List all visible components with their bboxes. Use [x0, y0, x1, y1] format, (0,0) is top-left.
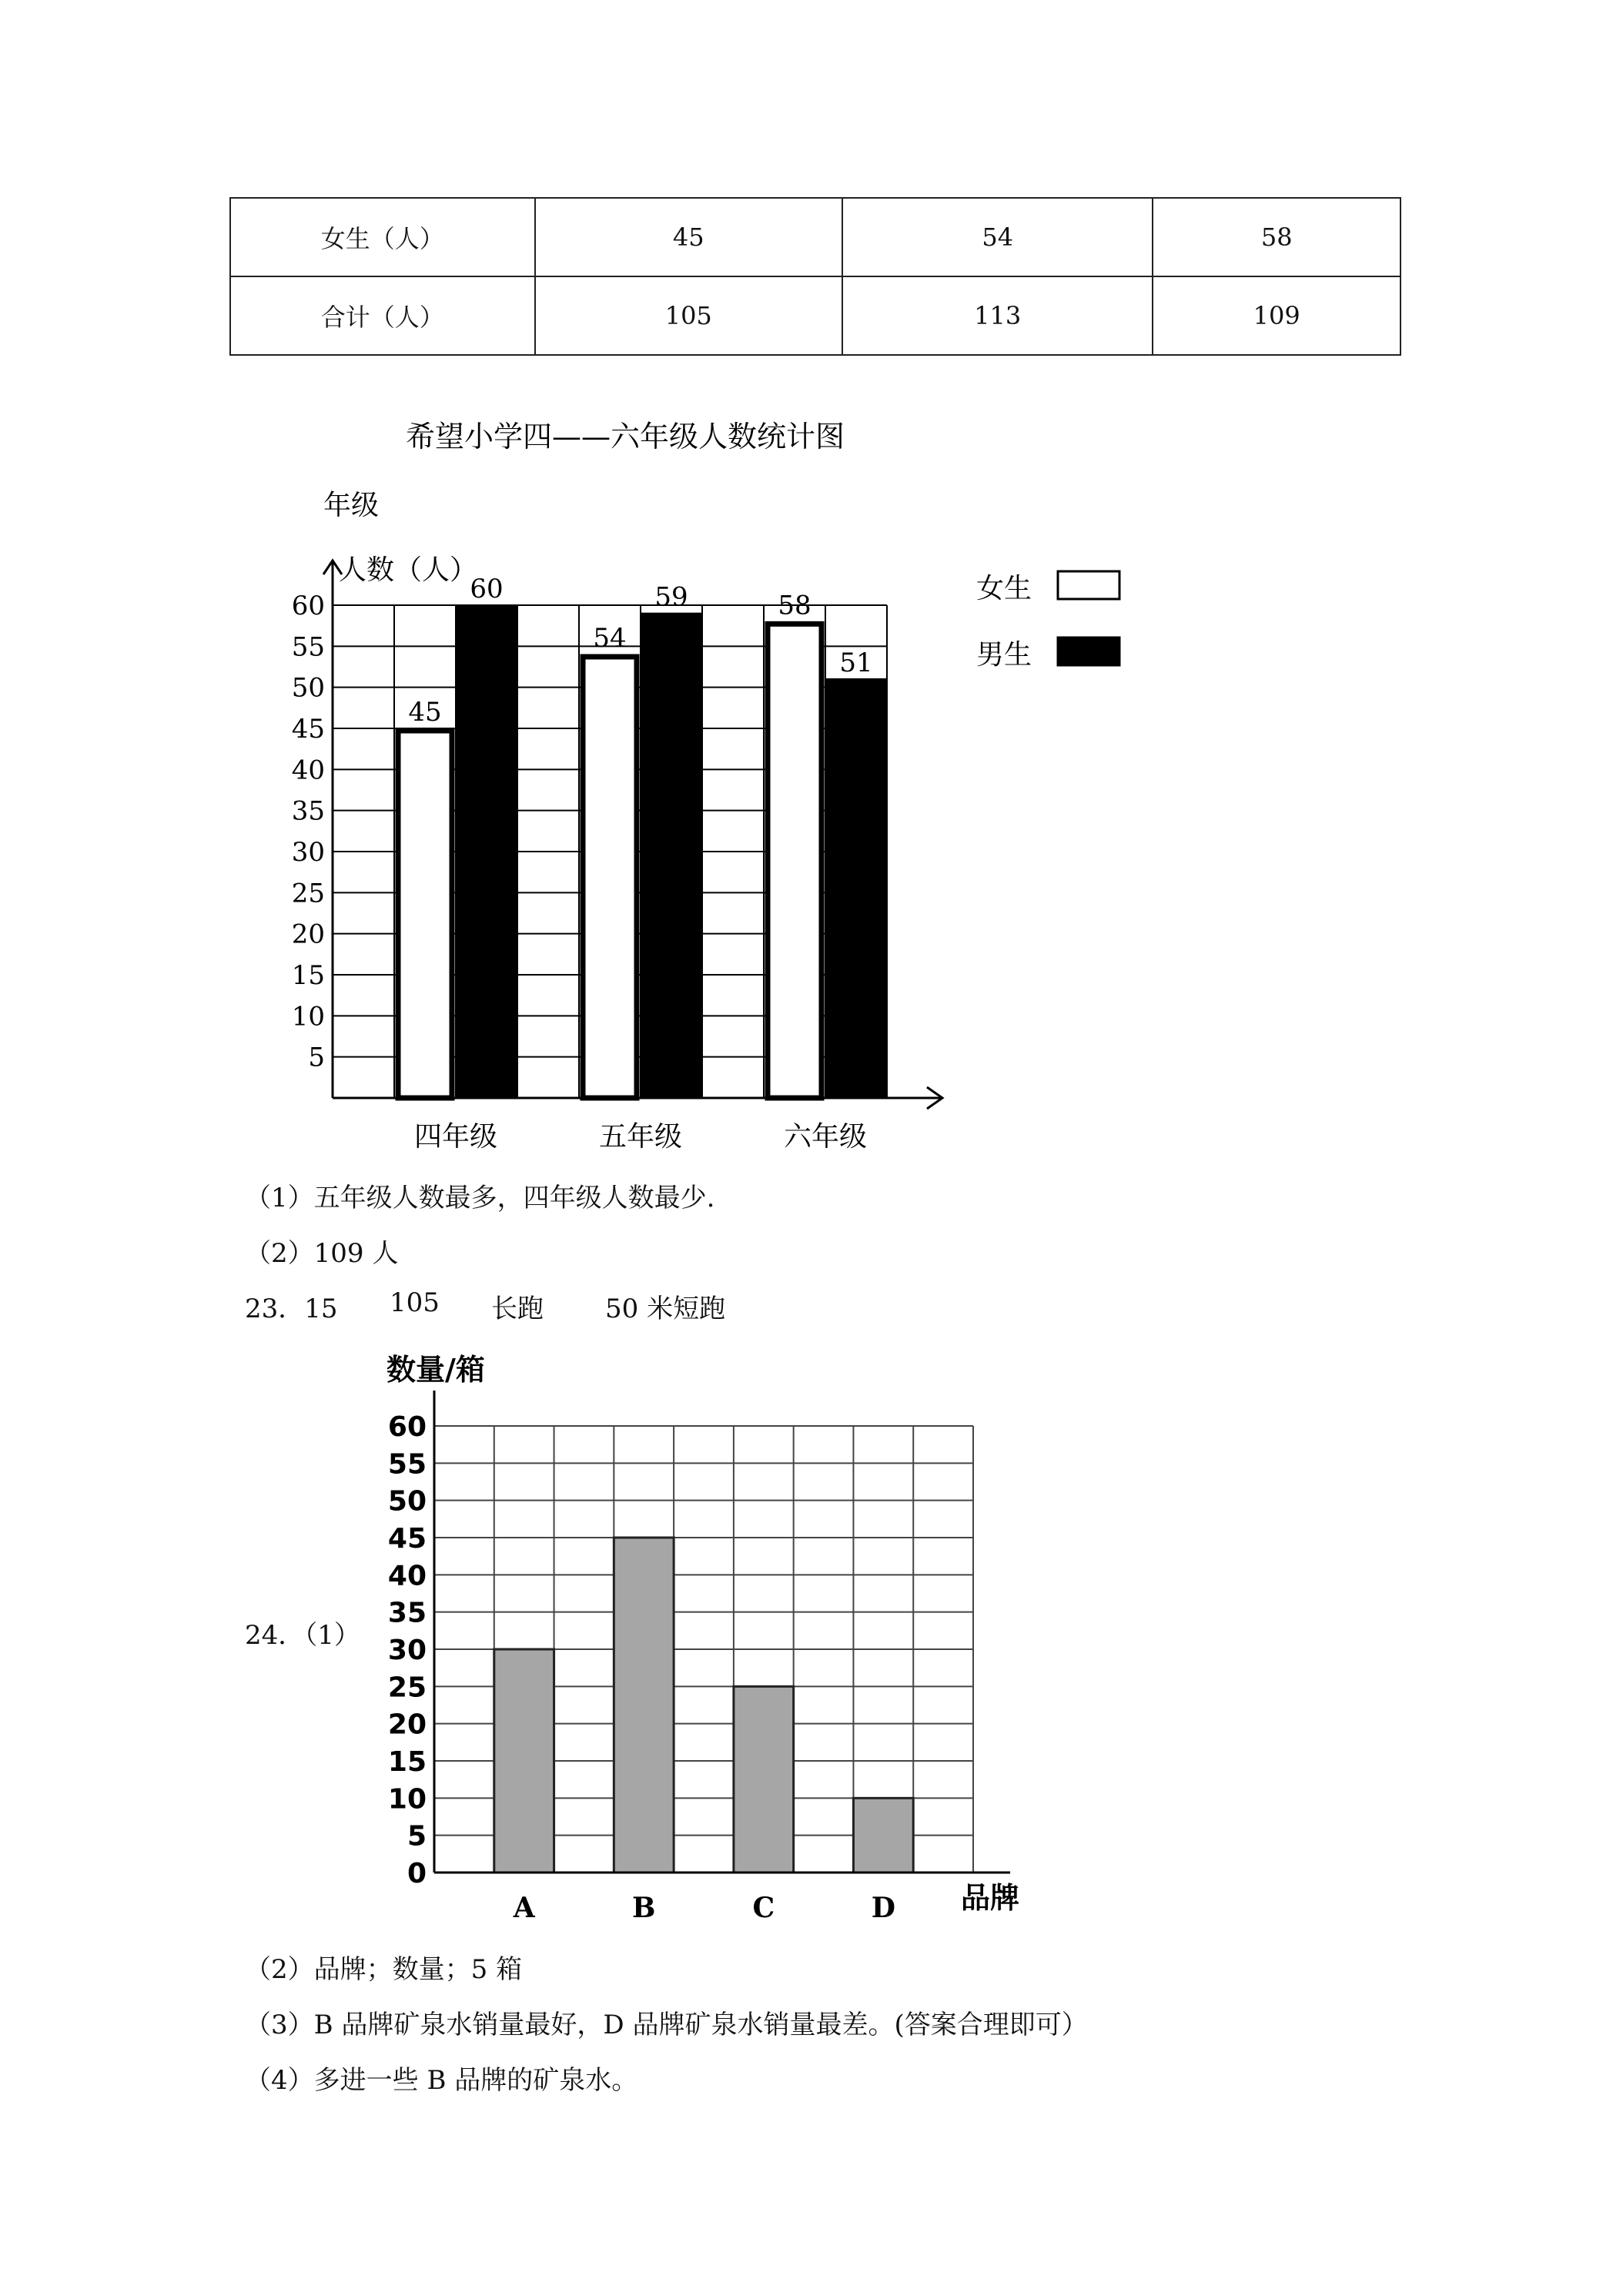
grade-chart: [0, 400, 1623, 1163]
bar-D: [853, 1798, 913, 1873]
y-tick-label: 35: [387, 1597, 427, 1629]
bar-男生: [827, 679, 885, 1098]
bar-女生: [768, 624, 822, 1098]
table-cell: 45: [535, 198, 842, 276]
answer-24-3: （3）B 品牌矿泉水销量最好，D 品牌矿泉水销量最差。(答案合理即可）: [245, 2010, 1088, 2040]
y-tick-label: 5: [308, 1042, 325, 1073]
y-ticks: [388, 1411, 427, 1889]
data-label: 59: [654, 581, 688, 613]
bar-B: [614, 1538, 674, 1873]
category-label: D: [871, 1892, 895, 1924]
y-tick-label: 55: [291, 631, 325, 663]
brand-chart: [0, 1340, 1623, 1933]
table-cell: 109: [1153, 276, 1400, 355]
y-tick-label: 50: [291, 672, 325, 704]
y-tick-label: 30: [387, 1635, 427, 1666]
bar-女生: [583, 657, 637, 1098]
table-row: [230, 198, 1400, 276]
legend-swatch: [1058, 571, 1119, 599]
bar-男生: [457, 605, 516, 1098]
table-cell: 105: [535, 276, 842, 355]
bar-男生: [642, 614, 701, 1098]
legend-label: 女生: [976, 573, 1032, 604]
row-label: 合计（人）: [230, 276, 535, 355]
y-ticks: [292, 591, 325, 1073]
y-tick-label: 15: [291, 960, 325, 991]
answer-23-c: 50 米短跑: [605, 1294, 726, 1324]
category-label: 五年级: [598, 1121, 683, 1153]
y-tick-label: 60: [291, 591, 325, 621]
legend-swatch: [1058, 638, 1119, 665]
category-label: C: [752, 1892, 775, 1924]
answer-23-a: 105: [390, 1287, 440, 1318]
answer-24-2: （2）品牌；数量；5 箱: [245, 1954, 523, 1985]
bar-A: [494, 1649, 554, 1873]
category-label: A: [513, 1892, 535, 1924]
answer-24-4: （4）多进一些 B 品牌的矿泉水。: [245, 2065, 638, 2096]
answer-23-num: 23．15: [245, 1294, 338, 1324]
bar-C: [734, 1686, 794, 1873]
data-label: 54: [593, 623, 627, 654]
row-label: 女生（人）: [230, 198, 535, 276]
legend: [976, 571, 1119, 671]
legend-label: 男生: [976, 639, 1032, 671]
table-cell: 113: [842, 276, 1153, 355]
y-tick-label: 25: [291, 878, 325, 909]
y-tick-label: 55: [387, 1448, 427, 1481]
y-tick-label: 45: [291, 714, 325, 745]
y-tick-label: 5: [407, 1820, 427, 1853]
category-label: B: [632, 1892, 656, 1924]
y-tick-label: 10: [291, 1001, 325, 1033]
y-tick-label: 0: [407, 1858, 427, 1889]
answer-22-1: （1）五年级人数最多，四年级人数最少.: [245, 1183, 715, 1213]
table-cell: 54: [842, 198, 1153, 276]
answer-23-b: 长跑: [491, 1294, 544, 1324]
y-tick-label: 15: [387, 1746, 427, 1778]
bars: [398, 574, 885, 1098]
bars: [494, 1538, 913, 1873]
y-tick-label: 25: [387, 1672, 427, 1704]
x-ticks: [414, 1121, 867, 1153]
y-tick-label: 50: [387, 1485, 427, 1518]
y-axis-label: 数量/箱: [387, 1353, 485, 1387]
y-tick-label: 45: [387, 1523, 427, 1555]
y-tick-label: 60: [387, 1411, 427, 1443]
answer-22-2: （2）109 人: [245, 1238, 399, 1269]
y-tick-label: 20: [291, 919, 325, 950]
category-label: 六年级: [783, 1121, 868, 1153]
chart-title: 希望小学四——六年级人数统计图: [405, 420, 845, 454]
stats-table: [229, 197, 1401, 356]
data-label: 60: [470, 574, 504, 604]
y-tick-label: 40: [387, 1560, 427, 1592]
x-axis-label: 年级: [323, 490, 380, 521]
answer-24-label: 24．（1）: [245, 1620, 360, 1651]
data-label: 51: [839, 648, 873, 678]
table-cell: 58: [1153, 198, 1400, 276]
data-label: 45: [408, 697, 442, 728]
y-tick-label: 20: [387, 1709, 427, 1741]
category-label: 四年级: [413, 1121, 498, 1153]
y-tick-label: 35: [291, 795, 325, 827]
y-tick-label: 30: [291, 837, 325, 868]
bar-女生: [398, 731, 452, 1098]
table-row: [230, 276, 1400, 355]
data-label: 58: [778, 590, 812, 621]
y-tick-label: 40: [291, 755, 325, 786]
x-ticks: [513, 1892, 895, 1924]
y-tick-label: 10: [387, 1783, 427, 1816]
y-axis-label: 人数（人）: [339, 554, 478, 586]
x-axis-label: 品牌: [961, 1881, 1020, 1915]
